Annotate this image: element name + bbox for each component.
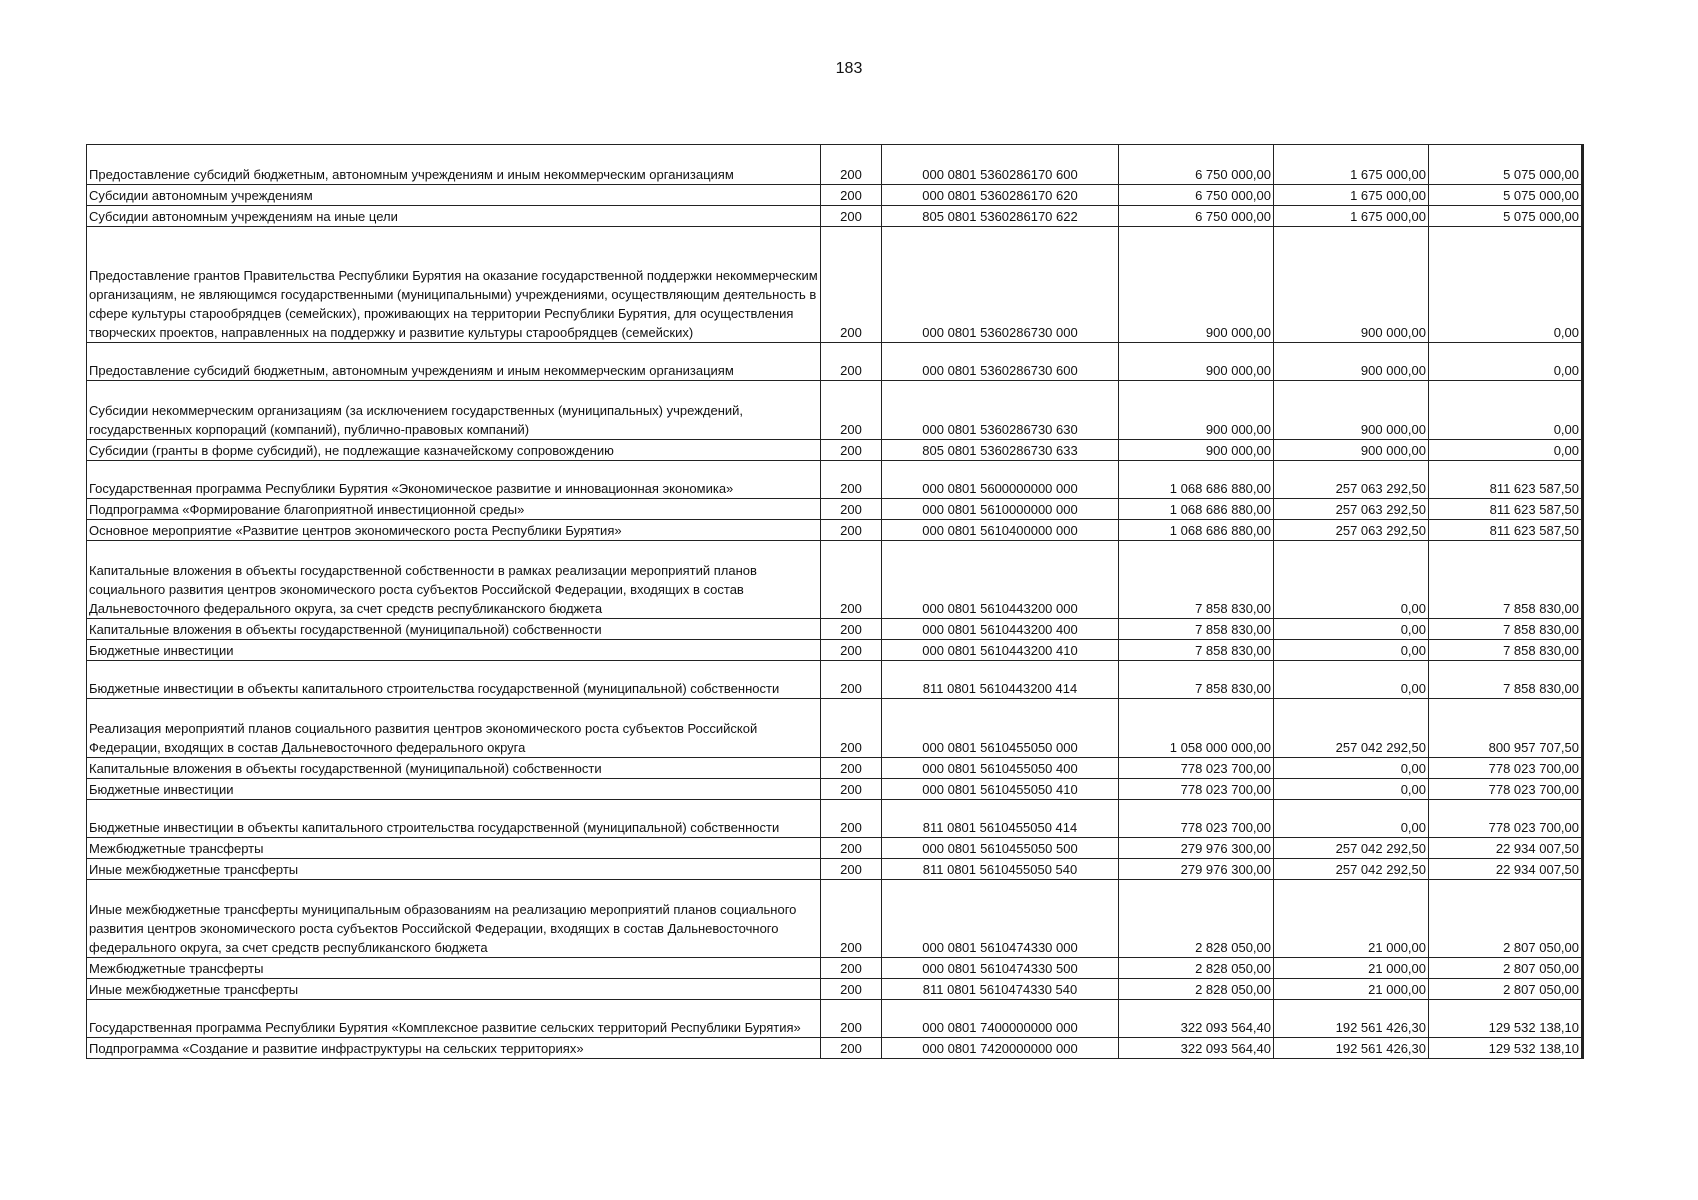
row-description: Государственная программа Республики Бурятия «Экономическое развитие и инновационная экономика»	[87, 461, 821, 499]
row-code: 200	[821, 343, 882, 381]
row-amount-total: 1 058 000 000,00	[1119, 699, 1274, 758]
row-description: Подпрограмма «Формирование благоприятной инвестиционной среды»	[87, 499, 821, 520]
table-row	[87, 381, 1583, 440]
row-amount-3: 5 075 000,00	[1429, 185, 1583, 206]
row-amount-total: 900 000,00	[1119, 440, 1274, 461]
row-amount-2: 192 561 426,30	[1274, 1038, 1429, 1059]
table-row	[87, 779, 1583, 800]
row-code: 200	[821, 227, 882, 343]
row-description: Субсидии некоммерческим организациям (за исключением государственных (муниципальных) учреждений, государственных корпораций (компаний), публично-правовых компаний)	[87, 381, 821, 440]
table-row	[87, 499, 1583, 520]
row-budget-classification: 000 0801 5610455050 410	[882, 779, 1119, 800]
table-row	[87, 227, 1583, 343]
row-amount-2: 21 000,00	[1274, 958, 1429, 979]
row-amount-3: 778 023 700,00	[1429, 800, 1583, 838]
row-description: Бюджетные инвестиции	[87, 640, 821, 661]
row-description: Субсидии автономным учреждениям на иные цели	[87, 206, 821, 227]
row-budget-classification: 000 0801 5610443200 000	[882, 541, 1119, 619]
row-amount-2: 21 000,00	[1274, 880, 1429, 958]
row-budget-classification: 000 0801 5610000000 000	[882, 499, 1119, 520]
row-amount-total: 7 858 830,00	[1119, 640, 1274, 661]
row-amount-2: 900 000,00	[1274, 343, 1429, 381]
row-budget-classification: 000 0801 5610400000 000	[882, 520, 1119, 541]
row-budget-classification: 811 0801 5610474330 540	[882, 979, 1119, 1000]
row-amount-total: 900 000,00	[1119, 227, 1274, 343]
row-description: Предоставление грантов Правительства Республики Бурятия на оказание государственной поддержки некоммерческим организациям, не являющимся государственными (муниципальными) учреждениями, осуществляющим деятельность в сфере культуры старообрядцев (семейских), проживающих на территории Республики Бурятия, для осуществления творческих проектов, направленных на поддержку и развитие культуры старообрядцев (семейских)	[87, 227, 821, 343]
table-row	[87, 185, 1583, 206]
row-code: 200	[821, 838, 882, 859]
row-amount-3: 0,00	[1429, 343, 1583, 381]
row-description: Реализация мероприятий планов социального развития центров экономического роста субъектов Российской Федерации, входящих в состав Дальневосточного федерального округа	[87, 699, 821, 758]
row-amount-3: 778 023 700,00	[1429, 779, 1583, 800]
row-amount-3: 811 623 587,50	[1429, 520, 1583, 541]
row-description: Предоставление субсидий бюджетным, автономным учреждениям и иным некоммерческим организациям	[87, 145, 821, 185]
row-budget-classification: 000 0801 5610443200 400	[882, 619, 1119, 640]
row-amount-total: 279 976 300,00	[1119, 859, 1274, 880]
row-amount-2: 0,00	[1274, 758, 1429, 779]
row-amount-2: 0,00	[1274, 619, 1429, 640]
table-row	[87, 859, 1583, 880]
row-budget-classification: 811 0801 5610455050 540	[882, 859, 1119, 880]
row-amount-3: 7 858 830,00	[1429, 661, 1583, 699]
row-budget-classification: 000 0801 5360286730 000	[882, 227, 1119, 343]
row-description: Капитальные вложения в объекты государственной собственности в рамках реализации мероприятий планов социального развития центров экономического роста субъектов Российской Федерации, входящих в состав Дальневосточного федерального округа, за счет средств республиканского бюджета	[87, 541, 821, 619]
row-amount-3: 5 075 000,00	[1429, 206, 1583, 227]
row-amount-2: 0,00	[1274, 640, 1429, 661]
row-budget-classification: 000 0801 5360286170 620	[882, 185, 1119, 206]
row-amount-total: 778 023 700,00	[1119, 800, 1274, 838]
row-description: Капитальные вложения в объекты государственной (муниципальной) собственности	[87, 619, 821, 640]
row-code: 200	[821, 661, 882, 699]
row-code: 200	[821, 619, 882, 640]
table-row	[87, 661, 1583, 699]
table-row	[87, 640, 1583, 661]
row-description: Капитальные вложения в объекты государственной (муниципальной) собственности	[87, 758, 821, 779]
row-description: Подпрограмма «Создание и развитие инфраструктуры на сельских территориях»	[87, 1038, 821, 1059]
row-description: Иные межбюджетные трансферты муниципальным образованиям на реализацию мероприятий планов социального развития центров экономического роста субъектов Российской Федерации, входящих в состав Дальневосточного федерального округа, за счет средств республиканского бюджета	[87, 880, 821, 958]
row-amount-2: 900 000,00	[1274, 381, 1429, 440]
row-amount-total: 2 828 050,00	[1119, 979, 1274, 1000]
row-amount-2: 1 675 000,00	[1274, 145, 1429, 185]
row-budget-classification: 000 0801 5610474330 000	[882, 880, 1119, 958]
row-amount-3: 2 807 050,00	[1429, 958, 1583, 979]
row-amount-3: 2 807 050,00	[1429, 979, 1583, 1000]
page-number: 183	[835, 60, 863, 77]
row-description: Бюджетные инвестиции в объекты капитального строительства государственной (муниципальной) собственности	[87, 661, 821, 699]
table-row	[87, 145, 1583, 185]
row-amount-2: 257 042 292,50	[1274, 699, 1429, 758]
table-row	[87, 880, 1583, 958]
row-amount-total: 1 068 686 880,00	[1119, 499, 1274, 520]
row-amount-3: 0,00	[1429, 440, 1583, 461]
row-code: 200	[821, 1000, 882, 1038]
row-budget-classification: 000 0801 7420000000 000	[882, 1038, 1119, 1059]
row-code: 200	[821, 640, 882, 661]
row-code: 200	[821, 461, 882, 499]
row-amount-total: 322 093 564,40	[1119, 1038, 1274, 1059]
row-budget-classification: 805 0801 5360286170 622	[882, 206, 1119, 227]
row-amount-2: 900 000,00	[1274, 440, 1429, 461]
row-code: 200	[821, 699, 882, 758]
row-amount-2: 0,00	[1274, 541, 1429, 619]
row-budget-classification: 805 0801 5360286730 633	[882, 440, 1119, 461]
row-amount-total: 900 000,00	[1119, 343, 1274, 381]
row-budget-classification: 000 0801 5610455050 400	[882, 758, 1119, 779]
table-row	[87, 520, 1583, 541]
row-description: Бюджетные инвестиции в объекты капитального строительства государственной (муниципальной) собственности	[87, 800, 821, 838]
row-amount-3: 22 934 007,50	[1429, 859, 1583, 880]
row-description: Иные межбюджетные трансферты	[87, 859, 821, 880]
row-budget-classification: 000 0801 5360286730 600	[882, 343, 1119, 381]
table-row	[87, 958, 1583, 979]
row-amount-3: 129 532 138,10	[1429, 1038, 1583, 1059]
row-budget-classification: 000 0801 5360286170 600	[882, 145, 1119, 185]
row-amount-3: 2 807 050,00	[1429, 880, 1583, 958]
row-budget-classification: 811 0801 5610443200 414	[882, 661, 1119, 699]
row-description: Субсидии автономным учреждениям	[87, 185, 821, 206]
table-row	[87, 758, 1583, 779]
row-amount-total: 1 068 686 880,00	[1119, 520, 1274, 541]
row-description: Межбюджетные трансферты	[87, 838, 821, 859]
row-budget-classification: 000 0801 5360286730 630	[882, 381, 1119, 440]
row-amount-total: 778 023 700,00	[1119, 779, 1274, 800]
row-amount-2: 0,00	[1274, 661, 1429, 699]
table-row	[87, 343, 1583, 381]
row-amount-3: 0,00	[1429, 381, 1583, 440]
row-amount-total: 7 858 830,00	[1119, 541, 1274, 619]
table-row	[87, 619, 1583, 640]
row-code: 200	[821, 440, 882, 461]
row-code: 200	[821, 859, 882, 880]
row-budget-classification: 000 0801 5610443200 410	[882, 640, 1119, 661]
row-budget-classification: 000 0801 5610455050 000	[882, 699, 1119, 758]
row-budget-classification: 000 0801 5610455050 500	[882, 838, 1119, 859]
row-amount-2: 257 042 292,50	[1274, 838, 1429, 859]
row-code: 200	[821, 979, 882, 1000]
table-row	[87, 440, 1583, 461]
row-code: 200	[821, 779, 882, 800]
row-code: 200	[821, 800, 882, 838]
row-code: 200	[821, 381, 882, 440]
table-row	[87, 1038, 1583, 1059]
row-amount-2: 257 063 292,50	[1274, 461, 1429, 499]
row-code: 200	[821, 758, 882, 779]
row-code: 200	[821, 880, 882, 958]
row-amount-total: 7 858 830,00	[1119, 661, 1274, 699]
row-description: Основное мероприятие «Развитие центров экономического роста Республики Бурятия»	[87, 520, 821, 541]
row-description: Предоставление субсидий бюджетным, автономным учреждениям и иным некоммерческим организациям	[87, 343, 821, 381]
row-amount-2: 257 063 292,50	[1274, 499, 1429, 520]
table-row	[87, 461, 1583, 499]
row-description: Иные межбюджетные трансферты	[87, 979, 821, 1000]
row-code: 200	[821, 185, 882, 206]
row-amount-total: 2 828 050,00	[1119, 880, 1274, 958]
row-amount-2: 0,00	[1274, 800, 1429, 838]
row-amount-3: 800 957 707,50	[1429, 699, 1583, 758]
row-amount-2: 257 063 292,50	[1274, 520, 1429, 541]
row-description: Государственная программа Республики Бурятия «Комплексное развитие сельских территорий Республики Бурятия»	[87, 1000, 821, 1038]
row-amount-3: 811 623 587,50	[1429, 499, 1583, 520]
row-code: 200	[821, 541, 882, 619]
row-code: 200	[821, 1038, 882, 1059]
row-amount-total: 322 093 564,40	[1119, 1000, 1274, 1038]
row-budget-classification: 811 0801 5610455050 414	[882, 800, 1119, 838]
table-row	[87, 206, 1583, 227]
table-row	[87, 979, 1583, 1000]
row-amount-total: 6 750 000,00	[1119, 145, 1274, 185]
row-amount-3: 5 075 000,00	[1429, 145, 1583, 185]
row-amount-2: 192 561 426,30	[1274, 1000, 1429, 1038]
row-description: Бюджетные инвестиции	[87, 779, 821, 800]
row-code: 200	[821, 145, 882, 185]
row-amount-total: 6 750 000,00	[1119, 206, 1274, 227]
row-code: 200	[821, 520, 882, 541]
row-amount-2: 257 042 292,50	[1274, 859, 1429, 880]
table-row	[87, 1000, 1583, 1038]
row-amount-3: 7 858 830,00	[1429, 541, 1583, 619]
row-amount-3: 7 858 830,00	[1429, 619, 1583, 640]
row-budget-classification: 000 0801 7400000000 000	[882, 1000, 1119, 1038]
row-amount-total: 7 858 830,00	[1119, 619, 1274, 640]
row-amount-3: 0,00	[1429, 227, 1583, 343]
row-amount-total: 1 068 686 880,00	[1119, 461, 1274, 499]
row-amount-total: 778 023 700,00	[1119, 758, 1274, 779]
row-amount-2: 1 675 000,00	[1274, 185, 1429, 206]
budget-table	[86, 144, 1584, 1059]
row-code: 200	[821, 499, 882, 520]
row-amount-2: 900 000,00	[1274, 227, 1429, 343]
row-amount-total: 2 828 050,00	[1119, 958, 1274, 979]
row-amount-3: 22 934 007,50	[1429, 838, 1583, 859]
row-amount-total: 6 750 000,00	[1119, 185, 1274, 206]
row-amount-3: 129 532 138,10	[1429, 1000, 1583, 1038]
row-budget-classification: 000 0801 5600000000 000	[882, 461, 1119, 499]
row-amount-2: 0,00	[1274, 779, 1429, 800]
row-budget-classification: 000 0801 5610474330 500	[882, 958, 1119, 979]
row-amount-2: 1 675 000,00	[1274, 206, 1429, 227]
row-code: 200	[821, 958, 882, 979]
table-row	[87, 838, 1583, 859]
row-description: Субсидии (гранты в форме субсидий), не подлежащие казначейскому сопровождению	[87, 440, 821, 461]
row-amount-total: 900 000,00	[1119, 381, 1274, 440]
table-row	[87, 800, 1583, 838]
row-amount-3: 7 858 830,00	[1429, 640, 1583, 661]
row-amount-2: 21 000,00	[1274, 979, 1429, 1000]
row-code: 200	[821, 206, 882, 227]
table-row	[87, 699, 1583, 758]
row-description: Межбюджетные трансферты	[87, 958, 821, 979]
row-amount-total: 279 976 300,00	[1119, 838, 1274, 859]
row-amount-3: 811 623 587,50	[1429, 461, 1583, 499]
table-row	[87, 541, 1583, 619]
row-amount-3: 778 023 700,00	[1429, 758, 1583, 779]
